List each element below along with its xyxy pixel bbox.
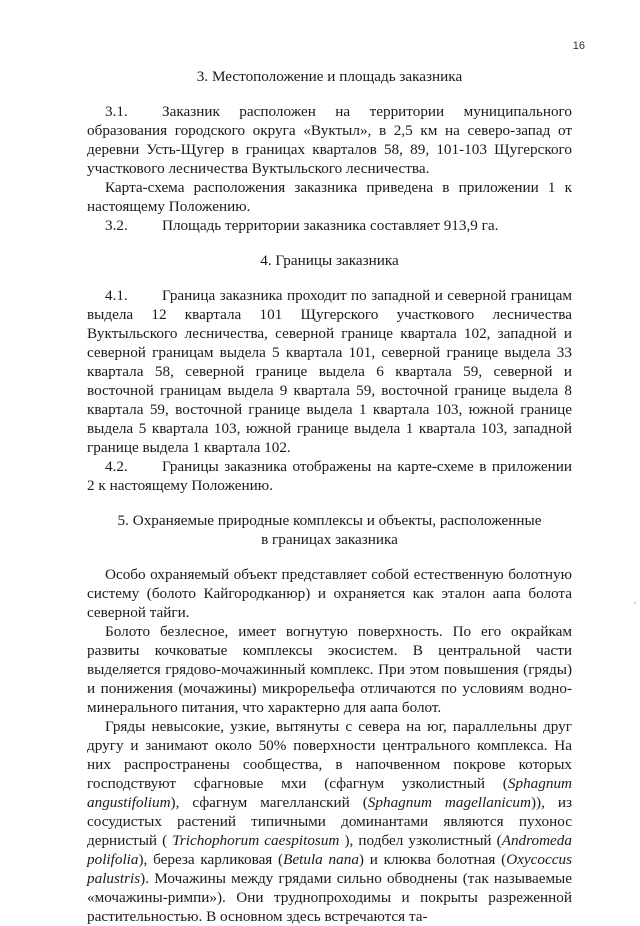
clause-number: 4.2. — [105, 458, 128, 475]
paragraph-5-bog: Болото безлесное, имеет вогнутую поверхность. По его окрайкам развиты кочковатые комплексы экосистем. В центральной части выделяется грядово-мочажинный комплекс. При этом повышения (гряды) и понижения (мочажины) микрорельефа отличаются по условиям водно-минерального питания, что характерно для аапа болот. — [87, 623, 572, 716]
paragraph-3-1: 3.1. Заказник расположен на территории муниципального образования городского округа «Вуктыл», в 2,5 км на северо-запад от деревни Усть-Щугер в границах кварталов 58, 89, 101-103 Щугерского участкового лесничества Вуктыльского лесничества. — [87, 103, 572, 177]
section-3-title: 3. Местоположение и площадь заказника — [196, 68, 463, 85]
paragraph-3-2: 3.2. Площадь территории заказника составляет 913,9 га. — [105, 217, 499, 234]
paragraph-5-ridges: Гряды невысокие, узкие, вытянуты с севера на юг, параллельны друг другу и занимают около 50% поверхности центрального комплекса. На них распространены сообщества, в напочвенном покрове которых господствуют сфагновые мхи (сфагнум узколистный (Sphagnum angustifolium), сфагнум магелланский (Sphagnum magellanicum)), из сосудистых растений типичными доминантами являются пухонос дернистый ( Trichophorum caespitosum ), подбел узколистный (Andromeda polifolia), береза карликовая (Betula nana) и клюква болотная (Oxycoccus palustris). Мочажины между грядами сильно обводнены (так называемые «мочажины-римпи»). Они труднопроходимы и покрыты разреженной растительностью. В основном здесь встречаются та- — [87, 718, 573, 925]
section-5-title: 5. Охраняемые природные комплексы и объекты, расположенные в границах заказника — [117, 512, 542, 548]
section-4-title: 4. Границы заказника — [260, 252, 399, 269]
paragraph-5-object: Особо охраняемый объект представляет собой естественную болотную систему (болото Кайгородканюр) и охраняется как эталон аапа болота северной тайги. — [87, 566, 572, 621]
paragraph-4-1: 4.1. Граница заказника проходит по западной и северной границам выдела 12 квартала 101 Щугерского участкового лесничества Вуктыльского лесничества, северной границе квартала 102, западной и северной границам выдела 5 квартала 101, северной границе выдела 33 квартала 58, северной границе выдела 6 квартала 59, северной и восточной границам выдела 9 квартала 59, восточной границе выдела 8 квартала 59, восточной границе выдела 1 квартала 103, южной границе выдела 5 квартала 103, южной границе выдела 1 квартала 103, западной границе выдела 1 квартала 102. — [87, 287, 572, 456]
clause-number: 4.1. — [105, 287, 128, 304]
page-number: 16 — [572, 40, 585, 52]
paragraph-3-1-map: Карта-схема расположения заказника приведена в приложении 1 к настоящему Положению. — [87, 179, 572, 215]
scan-mark: ' — [634, 600, 636, 612]
document-body — [87, 67, 572, 926]
clause-number: 3.2. — [105, 217, 128, 234]
clause-number: 3.1. — [105, 103, 128, 120]
paragraph-4-2: 4.2. Границы заказника отображены на карте-схеме в приложении 2 к настоящему Положению. — [87, 458, 572, 494]
